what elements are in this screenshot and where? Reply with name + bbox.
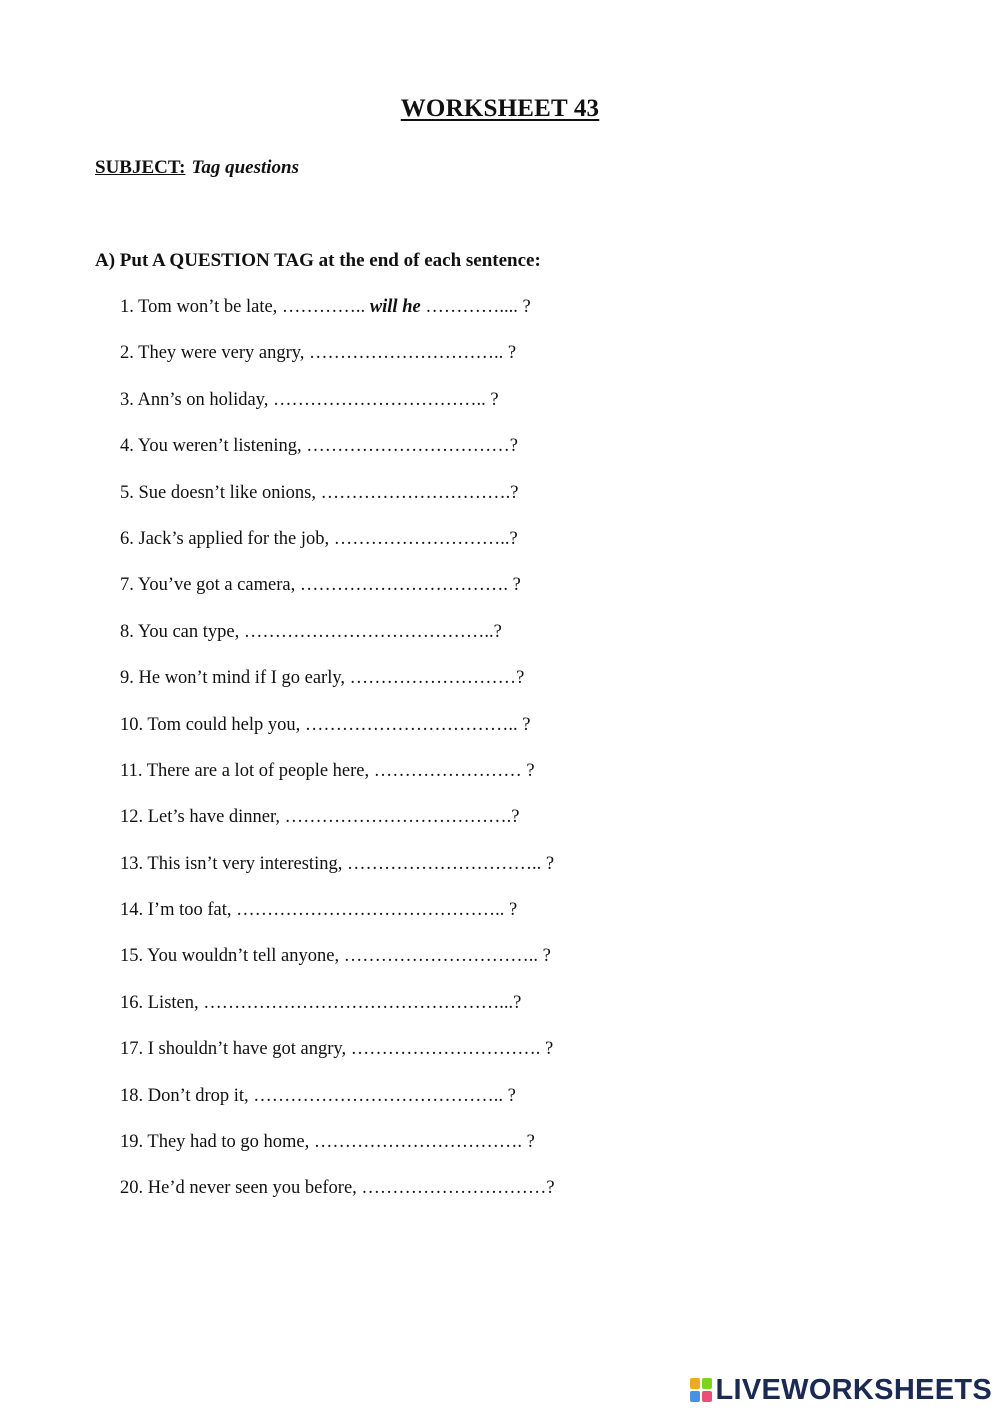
question-item xyxy=(120,620,555,666)
question-text: You can type, …………………………………..? xyxy=(137,621,502,642)
question-text: You weren’t listening, ……………………………? xyxy=(137,436,518,457)
question-item xyxy=(120,481,555,527)
question-number: 18. xyxy=(120,1085,144,1106)
question-item xyxy=(120,759,555,805)
question-text: Ann’s on holiday, …………………………….. ? xyxy=(137,389,499,410)
question-number: 13. xyxy=(120,853,144,874)
question-item xyxy=(120,852,555,898)
question-text: I’m too fat, …………………………………….. ? xyxy=(147,900,518,921)
instruction-heading: A) Put A QUESTION TAG at the end of each sentence: xyxy=(95,250,541,271)
page-title: WORKSHEET 43 xyxy=(400,95,600,122)
question-number: 19. xyxy=(120,1132,144,1153)
question-text: I shouldn’t have got angry, …………………………. ? xyxy=(147,1039,554,1060)
question-number: 6. xyxy=(120,528,134,549)
question-text: Don’t drop it, ………………………………….. ? xyxy=(147,1085,516,1106)
subject-line xyxy=(95,157,299,179)
question-item xyxy=(120,388,555,434)
question-text: There are a lot of people here, …………………… ? xyxy=(146,760,535,781)
question-text: They were very angry, ………………………….. ? xyxy=(138,343,517,364)
question-blank: ………….... ? xyxy=(425,297,531,317)
question-number: 4. xyxy=(120,436,134,457)
question-item xyxy=(120,898,555,944)
question-number: 5. xyxy=(120,482,134,503)
question-number: 3. xyxy=(120,389,134,410)
logo-mark-cell xyxy=(702,1378,712,1389)
question-number: 17. xyxy=(120,1039,144,1060)
question-item xyxy=(120,527,555,573)
question-text: You’ve got a camera, ……………………………. ? xyxy=(137,575,521,596)
logo-mark-cell xyxy=(690,1391,700,1402)
question-item xyxy=(120,1084,555,1130)
logo-mark-cell xyxy=(690,1378,700,1389)
logo-mark-icon xyxy=(690,1378,712,1402)
question-item xyxy=(120,944,555,990)
question-text: He won’t mind if I go early, ………………………? xyxy=(138,668,525,689)
question-item xyxy=(120,295,555,341)
question-number: 12. xyxy=(120,807,144,828)
logo-mark-cell xyxy=(702,1391,712,1402)
question-number: 1. xyxy=(120,297,134,317)
question-item xyxy=(120,1037,555,1083)
question-item xyxy=(120,434,555,480)
question-item xyxy=(120,1176,555,1222)
question-number: 9. xyxy=(120,668,134,689)
subject-label: SUBJECT: xyxy=(95,157,186,178)
question-item xyxy=(120,573,555,619)
question-text: They had to go home, ……………………………. ? xyxy=(147,1132,535,1153)
question-item xyxy=(120,991,555,1037)
question-number: 15. xyxy=(120,946,144,967)
question-item xyxy=(120,713,555,759)
question-text: This isn’t very interesting, ………………………….. ? xyxy=(147,853,555,874)
question-number: 7. xyxy=(120,575,134,596)
question-number: 2. xyxy=(120,343,134,364)
example-answer: will he xyxy=(369,297,421,317)
question-text: Jack’s applied for the job, ………………………..? xyxy=(138,528,518,549)
question-text: Sue doesn’t like onions, ………………………….? xyxy=(138,482,519,503)
question-list xyxy=(120,295,555,1223)
question-number: 16. xyxy=(120,992,144,1013)
question-number: 14. xyxy=(120,900,144,921)
question-item xyxy=(120,805,555,851)
question-number: 20. xyxy=(120,1178,144,1199)
question-text: He’d never seen you before, …………………………? xyxy=(147,1178,555,1199)
liveworksheets-logo xyxy=(690,1373,993,1407)
question-text: Tom won’t be late, ………….. xyxy=(138,297,366,317)
question-text: Listen, …………………………………………...? xyxy=(147,992,522,1013)
question-item xyxy=(120,341,555,387)
question-number: 11. xyxy=(120,760,143,781)
question-item xyxy=(120,1130,555,1176)
question-text: You wouldn’t tell anyone, ………………………….. ? xyxy=(147,946,551,967)
question-number: 8. xyxy=(120,621,134,642)
question-text: Tom could help you, …………………………….. ? xyxy=(147,714,531,735)
logo-text: LIVEWORKSHEETS xyxy=(715,1373,992,1406)
subject-value: Tag questions xyxy=(191,157,299,178)
question-item xyxy=(120,666,555,712)
question-number: 10. xyxy=(120,714,144,735)
question-text: Let’s have dinner, ……………………………….? xyxy=(147,807,520,828)
